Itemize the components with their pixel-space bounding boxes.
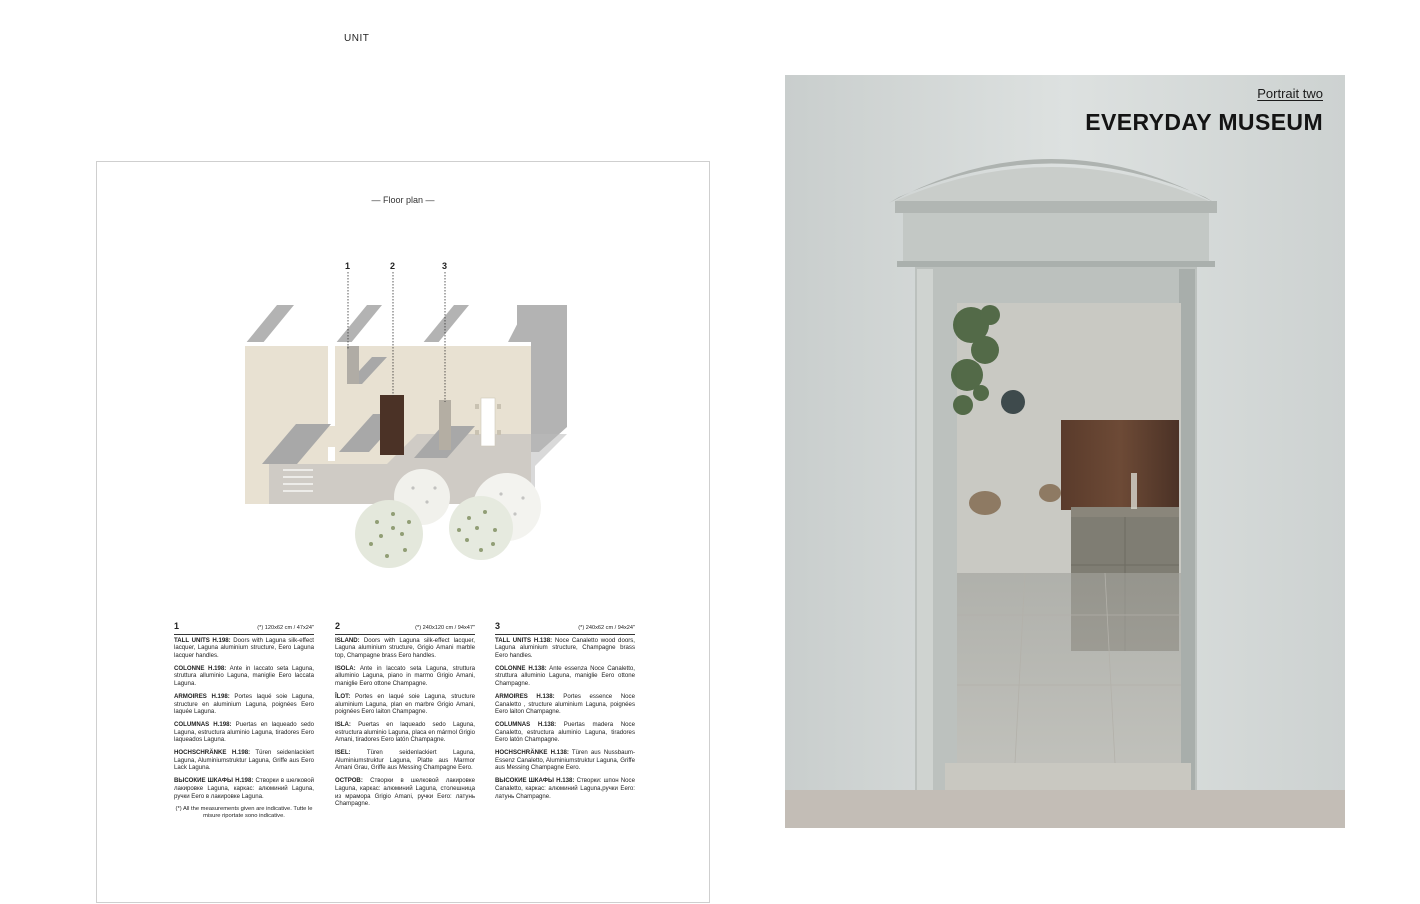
cornice — [895, 201, 1217, 213]
spec-dimensions: (*) 120x62 cm / 47x24" — [257, 625, 314, 631]
spec-paragraph: TALL UNITS H.198: Doors with Laguna silk-effect lacquer, Laguna aluminium structure, Eero Laguna lacquer handles. — [174, 636, 314, 659]
spec-dimensions: (*) 240x62 cm / 94x24" — [578, 625, 635, 631]
spec-paragraph: ВЫСОКИЕ ШКАФЫ H.138: Створки: шпон Noce Canaletto, каркас: алюминий Laguna,ручки Eero: латунь Champagne. — [495, 777, 635, 800]
spec-paragraph: HOCHSCHRÄNKE H.198: Türen seidenlackiert Laguna, Aluminiumstruktur Laguna, Griffe aus Eero Lack Laguna. — [174, 749, 314, 772]
spec-paragraph: COLONNE H.198: Ante in laccato seta Laguna, struttura alluminio Laguna, maniglie Eero laccata Laguna. — [174, 664, 315, 687]
spec-paragraph: ÎLOT: Portes en laqué soie Laguna, structure aluminium Laguna, plan en marbre Grigio Amani, poignées Eero laiton Champagne. — [335, 692, 475, 716]
spec-paragraph: HOCHSCHRÄNKE H.138: Türen aus Nussbaum-Essenz Canaletto, Aluminiumstruktur Laguna, Griffe aus Messing Champagne Eero. — [495, 749, 635, 772]
unit-1 — [347, 346, 359, 384]
spec-paragraph: COLUMNAS H.138: Puertas madera Noce Canaletto, estructura aluminio Laguna, tiradores Eero latón Champagne. — [495, 721, 635, 744]
spec-number: 2 — [335, 621, 341, 631]
unit-2 — [380, 395, 404, 455]
spec-paragraph: TALL UNITS H.138: Noce Canaletto wood doors, Laguna aluminium structure, Champagne brass Eero handles. — [495, 636, 635, 659]
spec-paragraph: ISLA: Puertas en laqueado sedo Laguna, estructura aluminio Laguna, placa en mármol Grigio Amani, tiradores Eero latón Champagne. — [335, 721, 475, 744]
walnut-unit — [1061, 420, 1179, 510]
spec-dimensions: (*) 240x120 cm / 94x47" — [415, 625, 475, 631]
dining-table — [481, 398, 495, 446]
spec-paragraph: ARMOIRES H.198: Portes laqué soie Laguna, structure en aluminium Laguna, poignées Eero laquée Laguna. — [174, 692, 314, 716]
floor-plan-panel — [96, 161, 710, 903]
measurement-footnote: (*) All the measurements given are indicative. Tutte le misure riportate sono indicative. — [175, 806, 313, 820]
spec-paragraph: ISOLA: Ante in laccato seta Laguna, struttura alluminio Laguna, piano in marmo Grigio Amani, maniglie Eero ottone Champagne. — [335, 664, 475, 687]
spec-paragraph: COLONNE H.138: Ante essenza Noce Canaletto, struttura alluminio Laguna, maniglie Eero ottone Champagne. — [495, 664, 635, 687]
marker-3: 3 — [442, 261, 448, 271]
spec-paragraph: ISEL: Türen seidenlackiert Laguna, Aluminiumstruktur Laguna, Platte aus Marmor Amani Grau, Griffe aus Messing Champagne Eero. — [335, 749, 475, 772]
island — [1071, 507, 1179, 517]
floor-plan-drawing — [97, 162, 711, 622]
spec-paragraph: ISLAND: Doors with Laguna silk-effect lacquer, Laguna aluminium structure, Grigio Amani marble top, Champagne brass Eero handles. — [335, 636, 475, 659]
spec-paragraph: ARMOIRES H.138: Portes essence Noce Canaletto , structure aluminium Laguna, poignées Eero laiton Champagne. — [495, 692, 635, 716]
marker-2: 2 — [390, 261, 396, 271]
spec-column-header — [335, 623, 475, 635]
spec-column-1 — [174, 623, 314, 821]
unit-3 — [439, 400, 451, 450]
doorway-illustration — [785, 75, 1345, 828]
spec-column-header — [174, 623, 314, 635]
marker-1: 1 — [345, 261, 351, 271]
floor-plan-title: — Floor plan — — [371, 195, 435, 205]
spec-column-2 — [335, 623, 475, 813]
spec-number: 3 — [495, 621, 501, 631]
feature-photo — [785, 75, 1345, 828]
spec-paragraph: ОСТРОВ: Створки в шелковой лакировке Laguna, каркас: алюминий Laguna, столешница из мрамора Grigio Amani, ручки Eero: латунь Champagne. — [335, 777, 475, 808]
portrait-kicker: Portrait two — [1257, 86, 1323, 101]
spec-number: 1 — [174, 621, 180, 631]
section-label: UNIT — [344, 33, 370, 44]
feature-title: EVERYDAY MUSEUM — [1085, 109, 1323, 135]
spec-paragraph: COLUMNAS H.198: Puertas en laqueado sedo Laguna, estructura aluminio Laguna, tiradores Eero laqueados Laguna. — [174, 721, 314, 744]
spec-paragraph: ВЫСОКИЕ ШКАФЫ H.198: Створки в шелковой лакировке Laguna, каркас: алюминий Laguna, ручки Eero в лакировке Laguna. — [174, 777, 314, 800]
wall-mirror — [1001, 390, 1025, 414]
spec-column-header — [495, 623, 635, 635]
spec-column-3 — [495, 623, 635, 806]
